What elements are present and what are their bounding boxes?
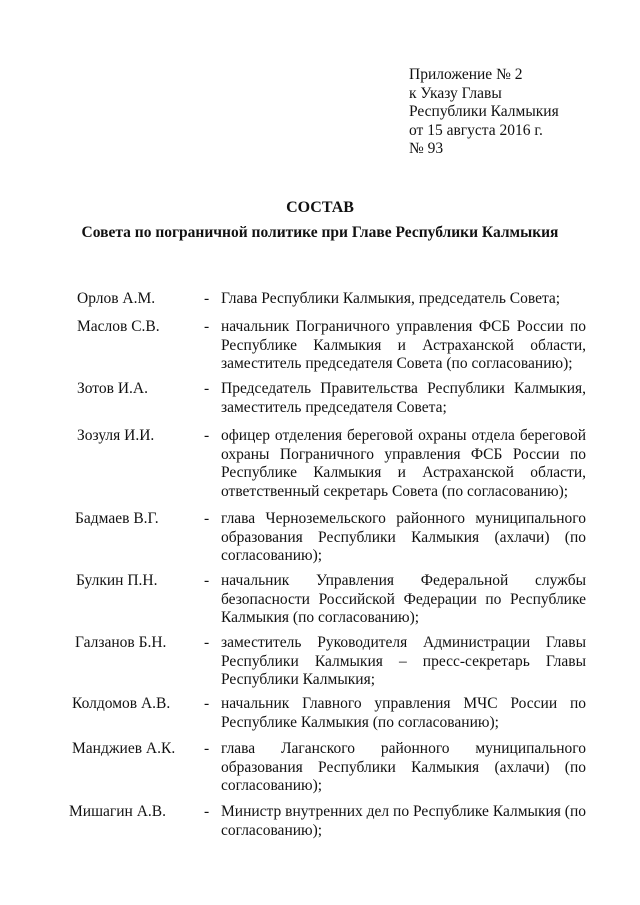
member-name: Бадмаев В.Г. <box>75 510 159 527</box>
member-role: заместитель Руководителя Администрации Главы Республики Калмыкия – пресс-секретарь Главы Республики Калмыкия; <box>221 634 586 688</box>
member-role: начальник Управления Федеральной службы безопасности Российской Федерации по Республике Калмыкия (по согласованию); <box>221 572 586 626</box>
dash-separator: - <box>204 510 210 527</box>
appendix-number: Приложение № 2 <box>409 66 523 83</box>
dash-separator: - <box>204 572 210 589</box>
member-name: Маслов С.В. <box>77 318 160 335</box>
member-role: глава Лаганского районного муниципального образования Республики Калмыкия (ахлачи) (по согласованию); <box>221 740 586 794</box>
member-role: начальник Главного управления МЧС России по Республике Калмыкия (по согласованию); <box>221 695 586 731</box>
member-name: Мишагин А.В. <box>69 803 166 820</box>
dash-separator: - <box>204 427 210 444</box>
member-role: глава Черноземельского районного муниципального образования Республики Калмыкия (ахлачи) (по согласованию); <box>221 510 586 564</box>
appendix-decree-number: № 93 <box>409 140 444 157</box>
dash-separator: - <box>204 803 210 820</box>
member-name: Манджиев А.К. <box>72 740 176 757</box>
dash-separator: - <box>204 695 210 712</box>
document-title: СОСТАВ <box>286 199 354 216</box>
dash-separator: - <box>204 290 210 307</box>
member-name: Колдомов А.В. <box>72 695 171 712</box>
member-name: Орлов А.М. <box>77 290 156 307</box>
member-name: Галзанов Б.Н. <box>75 634 167 651</box>
appendix-block <box>409 66 559 159</box>
dash-separator: - <box>204 380 210 397</box>
member-name: Зозуля И.И. <box>77 427 155 444</box>
member-role: Председатель Правительства Республики Калмыкия, заместитель председателя Совета; <box>221 380 586 416</box>
member-role: Глава Республики Калмыкия, председатель Совета; <box>221 290 561 307</box>
appendix-date: от 15 августа 2016 г. <box>409 121 543 139</box>
appendix-republic: Республики Калмыкия <box>409 103 559 120</box>
member-role: офицер отделения береговой охраны отдела береговой охраны Пограничного управления ФСБ России по Республике Калмыкия и Астраханской области, ответственный секретарь Совета (по согласованию); <box>221 427 586 500</box>
member-role: Министр внутренних дел по Республике Калмыкия (по согласованию); <box>221 803 586 839</box>
dash-separator: - <box>204 634 210 651</box>
dash-separator: - <box>204 740 210 757</box>
member-name: Зотов И.А. <box>77 380 148 397</box>
member-role: начальник Пограничного управления ФСБ России по Республике Калмыкия и Астраханской области, заместитель председателя Совета (по согласованию); <box>221 318 586 372</box>
member-name: Булкин П.Н. <box>76 572 158 589</box>
appendix-decree-ref: к Указу Главы <box>409 84 502 102</box>
dash-separator: - <box>204 318 210 335</box>
document-subtitle: Совета по пограничной политике при Главе Республики Калмыкия <box>81 224 559 241</box>
